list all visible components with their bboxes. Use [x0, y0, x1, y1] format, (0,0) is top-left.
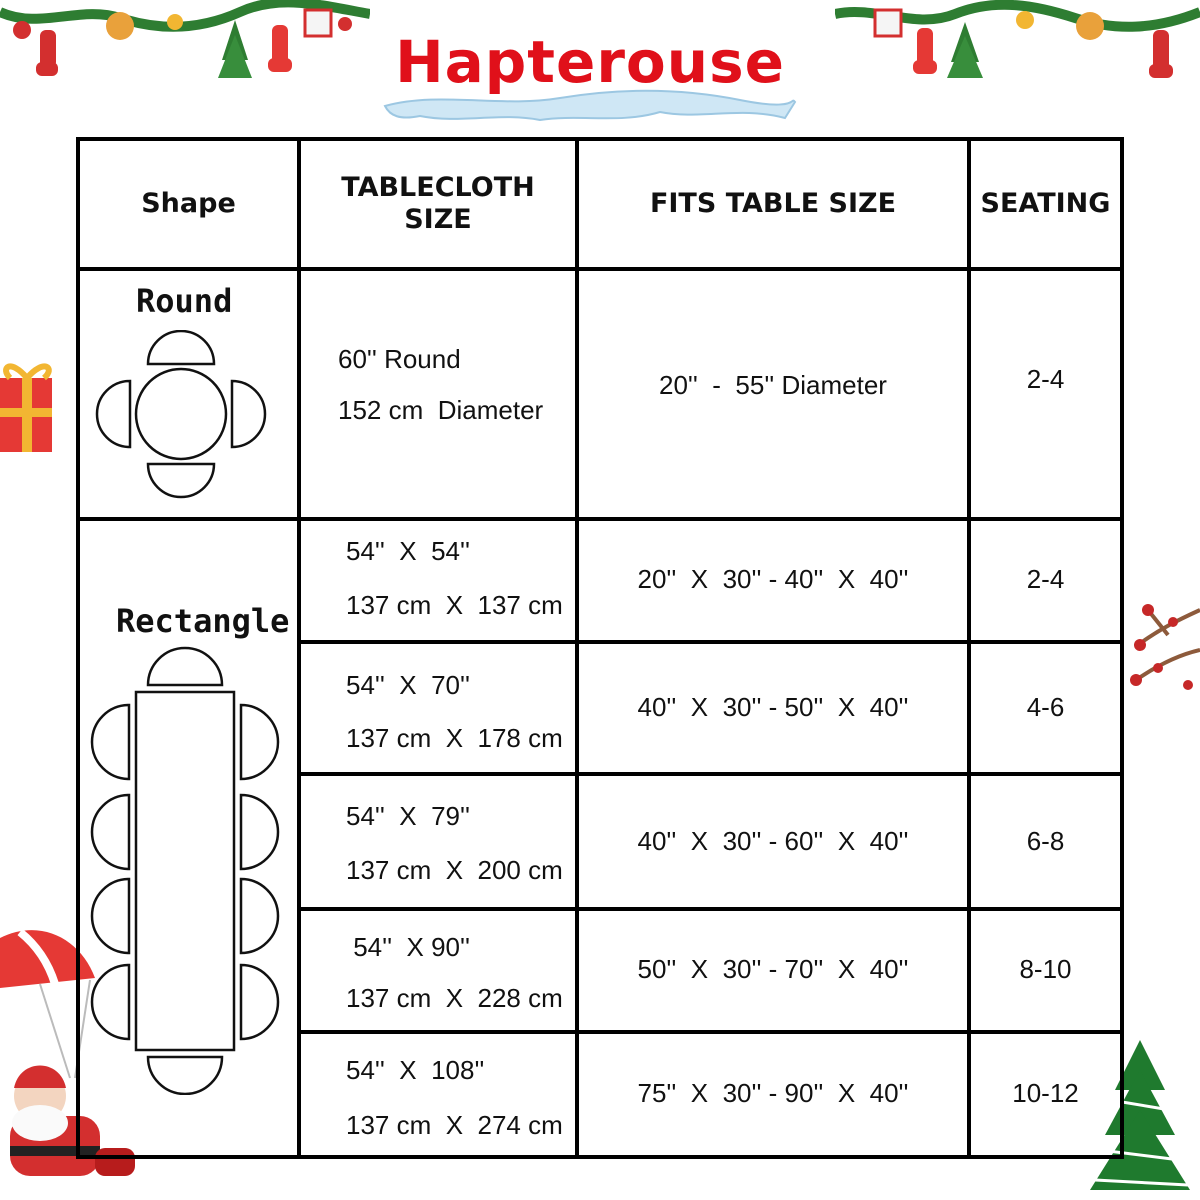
brand-name: Hapterouse: [395, 28, 785, 96]
round-size-metric: 152 cm Diameter: [338, 395, 544, 425]
size-metric: 137 cm X 274 cm: [346, 1110, 563, 1140]
size-metric: 137 cm X 228 cm: [346, 983, 563, 1013]
fits-table-size: 40'' X 30'' - 60'' X 40'': [637, 826, 909, 857]
rectangle-table-diagram: [88, 645, 283, 1095]
fits-table-size: 50'' X 30'' - 70'' X 40'': [637, 954, 909, 985]
header-fits-table-size: FITS TABLE SIZE: [649, 187, 897, 219]
size-metric: 137 cm X 178 cm: [346, 723, 563, 753]
size-imperial: 54'' X 54'': [346, 536, 470, 566]
size-metric: 137 cm X 137 cm: [346, 590, 563, 620]
size-imperial: 54'' X 108'': [346, 1055, 485, 1085]
round-seating: 2-4: [1026, 364, 1065, 395]
seating: 2-4: [1026, 564, 1065, 595]
shape-label-round: Round: [136, 282, 233, 320]
round-size-imperial: 60'' Round: [338, 344, 461, 374]
header-shape: Shape: [141, 187, 236, 219]
size-imperial: 54'' X 70'': [346, 670, 470, 700]
seating: 10-12: [1012, 1078, 1079, 1109]
size-imperial: 54'' X 79'': [346, 801, 470, 831]
header-tablecloth-size: TABLECLOTH SIZE: [341, 171, 535, 235]
round-fits-table-size: 20'' - 55'' Diameter: [659, 370, 887, 401]
round-table-diagram: [95, 330, 270, 500]
fits-table-size: 40'' X 30'' - 50'' X 40'': [637, 692, 909, 723]
size-metric: 137 cm X 200 cm: [346, 855, 563, 885]
shape-label-rectangle: Rectangle: [116, 602, 290, 640]
fits-table-size: 75'' X 30'' - 90'' X 40'': [637, 1078, 909, 1109]
size-imperial: 54'' X 90'': [346, 932, 470, 962]
seating: 4-6: [1026, 692, 1065, 723]
fits-table-size: 20'' X 30'' - 40'' X 40'': [637, 564, 909, 595]
seating: 8-10: [1019, 954, 1072, 985]
seating: 6-8: [1026, 826, 1065, 857]
header-seating: SEATING: [980, 187, 1111, 219]
